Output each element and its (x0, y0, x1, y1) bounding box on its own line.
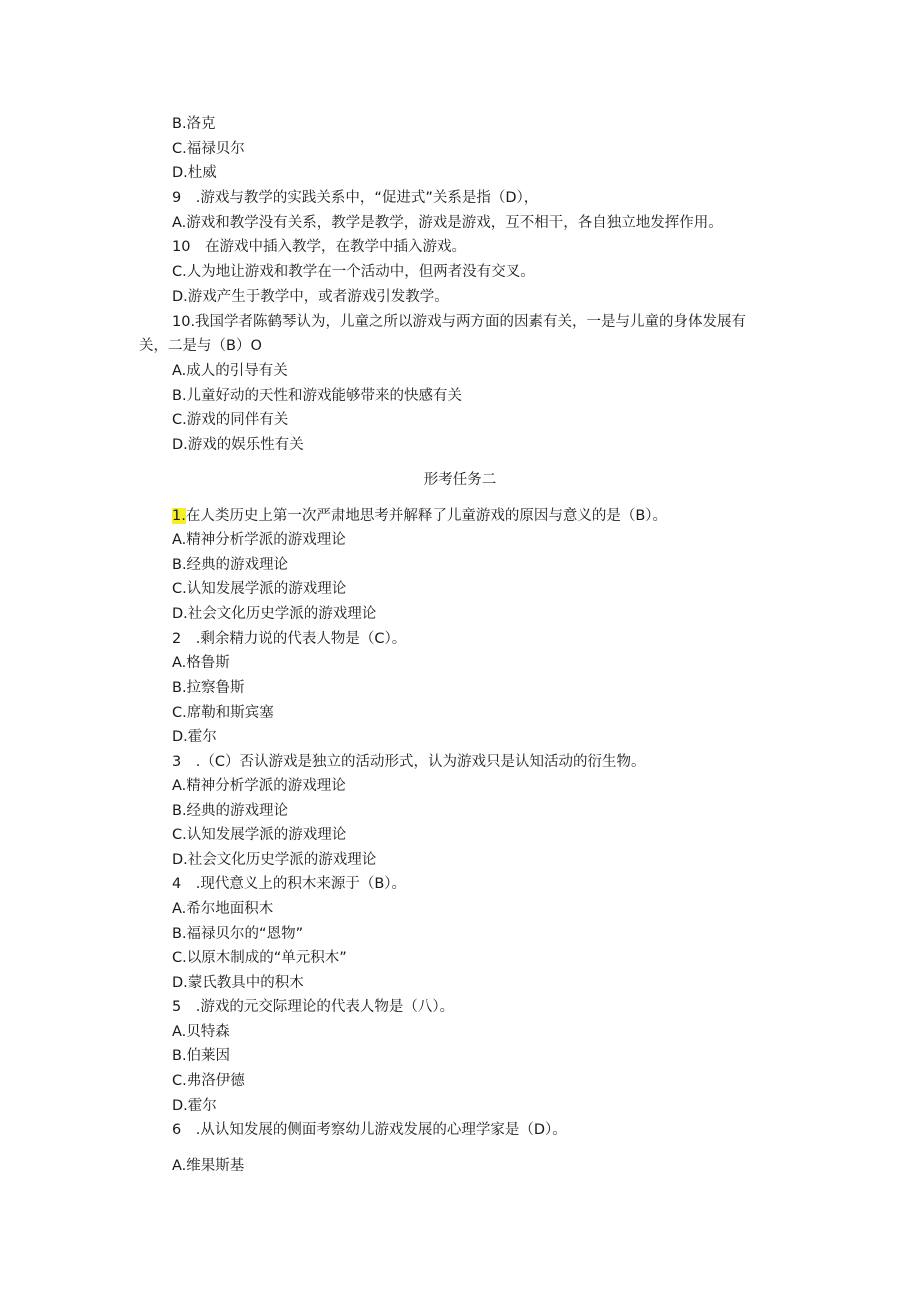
question-9: 9 .游戏与教学的实践关系中，“促进式”关系是指（D）， (172, 190, 539, 206)
question-4: 4 .现代意义上的积木来源于（B）。 (172, 876, 407, 892)
question-10-line-2: 关，二是与（B）O (139, 338, 262, 354)
question-3: 3 .（C）否认游戏是独立的活动形式，认为游戏只是认知活动的衍生物。 (172, 754, 646, 770)
option-c-froebel: C.福禄贝尔 (172, 141, 245, 157)
q9-option-c: C.人为地让游戏和教学在一个活动中，但两者没有交叉。 (172, 264, 535, 280)
q1-option-d: D.社会文化历史学派的游戏理论 (172, 606, 377, 622)
question-1-number: 1. (172, 508, 186, 524)
q5-option-d: D.霍尔 (172, 1098, 217, 1114)
q4-option-c: C.以原木制成的“单元积木” (172, 950, 347, 966)
q10-option-b: B.儿童好动的天性和游戏能够带来的快感有关 (172, 388, 463, 404)
q6-option-a: A.维果斯基 (172, 1158, 245, 1174)
question-1 (172, 506, 667, 526)
q3-option-c: C.认知发展学派的游戏理论 (172, 827, 347, 843)
q3-option-d: D.社会文化历史学派的游戏理论 (172, 852, 377, 868)
q1-option-c: C.认知发展学派的游戏理论 (172, 581, 347, 597)
q9-option-a: A.游戏和教学没有关系，教学是教学，游戏是游戏，互不相干，各自独立地发挥作用。 (172, 215, 723, 231)
q9-option-b: 10 在游戏中插入教学，在教学中插入游戏。 (172, 239, 466, 255)
q1-option-a: A.精神分析学派的游戏理论 (172, 532, 346, 548)
question-2: 2 .剩余精力说的代表人物是（C）。 (172, 631, 407, 647)
section-title: 形考任务二 (423, 472, 497, 488)
q2-option-d: D.霍尔 (172, 729, 217, 745)
q5-option-b: B.伯莱因 (172, 1048, 231, 1064)
q2-option-b: B.拉察鲁斯 (172, 680, 245, 696)
q10-option-a: A.成人的引导有关 (172, 363, 288, 379)
q2-option-a: A.格鲁斯 (172, 655, 230, 671)
q2-option-c: C.席勒和斯宾塞 (172, 705, 274, 721)
question-5: 5 .游戏的元交际理论的代表人物是（八）。 (172, 999, 455, 1015)
q10-option-c: C.游戏的同伴有关 (172, 412, 289, 428)
q10-option-d: D.游戏的娱乐性有关 (172, 437, 304, 453)
question-1-text: 在人类历史上第一次严肃地思考并解释了儿童游戏的原因与意义的是（B）。 (185, 508, 668, 524)
q4-option-a: A.希尔地面积木 (172, 901, 274, 917)
q5-option-a: A.贝特森 (172, 1024, 230, 1040)
q3-option-a: A.精神分析学派的游戏理论 (172, 778, 346, 794)
q3-option-b: B.经典的游戏理论 (172, 803, 289, 819)
q1-option-b: B.经典的游戏理论 (172, 557, 289, 573)
question-6: 6 .从认知发展的侧面考察幼儿游戏发展的心理学家是（D）。 (172, 1122, 567, 1138)
option-b-locke: B.洛克 (172, 116, 216, 132)
option-d-dewey: D.杜威 (172, 165, 217, 181)
q4-option-b: B.福禄贝尔的“恩物” (172, 926, 304, 942)
question-10-line-1: 10.我国学者陈鹤琴认为，儿童之所以游戏与两方面的因素有关，一是与儿童的身体发展有 (172, 314, 747, 330)
q5-option-c: C.弗洛伊德 (172, 1073, 245, 1089)
q9-option-d: D.游戏产生于教学中，或者游戏引发教学。 (172, 289, 449, 305)
q4-option-d: D.蒙氏教具中的积木 (172, 975, 304, 991)
